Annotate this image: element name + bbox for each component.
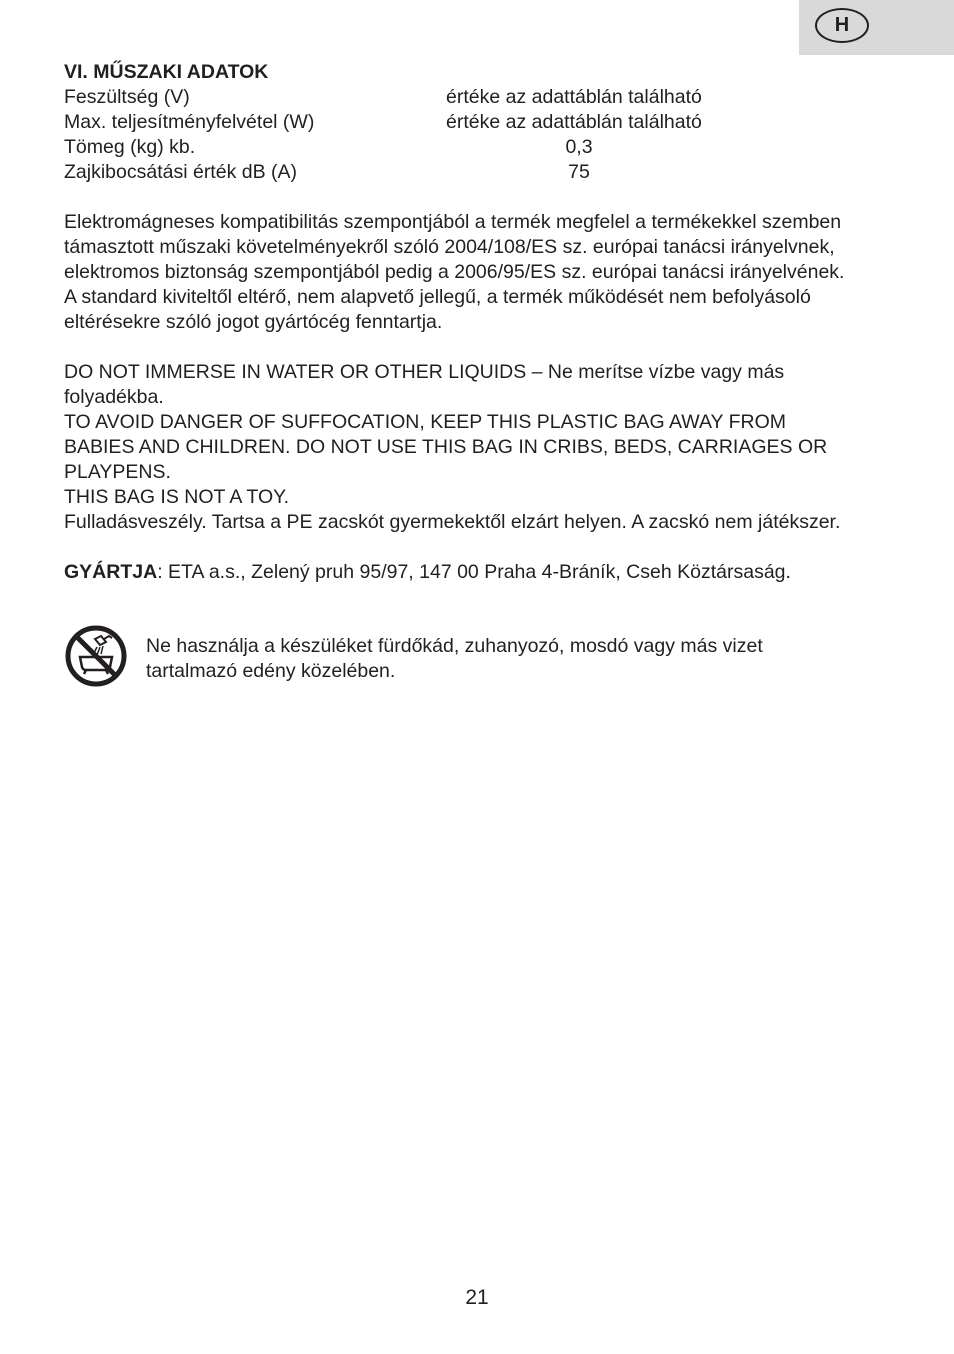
section-heading: VI. MŰSZAKI ADATOK: [64, 61, 269, 83]
warning-line: PLAYPENS.: [64, 461, 171, 483]
warning-line: BABIES AND CHILDREN. DO NOT USE THIS BAG IN CRIBS, BEDS, CARRIAGES OR: [64, 436, 828, 458]
spec-value: 0,3: [565, 136, 593, 158]
language-tab: [799, 0, 954, 55]
manufacturer-label: GYÁRTJA: [64, 561, 158, 583]
warning-line: Fulladásveszély. Tartsa a PE zacskót gyermekektől elzárt helyen. A zacskó nem játékszer.: [64, 511, 841, 533]
spec-label: Zajkibocsátási érték dB (A): [64, 161, 298, 183]
compliance-paragraph: [64, 210, 894, 335]
spec-label: Feszültség (V): [64, 86, 190, 108]
compliance-line: támasztott műszaki követelményekről szóló 2004/108/ES sz. európai tanácsi irányelvnek,: [64, 236, 835, 258]
warning-line: TO AVOID DANGER OF SUFFOCATION, KEEP THIS PLASTIC BAG AWAY FROM: [64, 411, 786, 433]
compliance-line: Elektromágneses kompatibilitás szempontjából a termék megfelel a termékekkel szemben: [64, 211, 842, 233]
spec-row: [64, 160, 894, 185]
manufacturer-text: : ETA a.s., Zelený pruh 95/97, 147 00 Praha 4-Bráník, Cseh Köztársaság.: [157, 561, 791, 583]
spec-row: [64, 110, 894, 135]
compliance-line: A standard kiviteltől eltérő, nem alapvető jellegű, a termék működését nem befolyásoló: [64, 286, 811, 308]
warning-line: THIS BAG IS NOT A TOY.: [64, 486, 290, 508]
warning-line: DO NOT IMMERSE IN WATER OR OTHER LIQUIDS – Ne merítse vízbe vagy más: [64, 361, 785, 383]
spec-row: [64, 85, 894, 110]
no-bathtub-icon: [64, 624, 128, 688]
spec-row: [64, 135, 894, 160]
spec-value: 75: [568, 161, 590, 183]
bathtub-warning-text: [146, 634, 866, 684]
compliance-line: eltérésekre szóló jogot gyártócég fenntartja.: [64, 311, 443, 333]
page-number: 21: [465, 1286, 489, 1309]
warnings-paragraph: [64, 360, 894, 535]
bathtub-warning-line: tartalmazó edény közelében.: [146, 660, 396, 682]
page-content: [64, 60, 894, 585]
manufacturer-line: [64, 560, 894, 585]
language-badge-label: H: [834, 14, 850, 36]
spec-value: értéke az adattáblán található: [446, 86, 702, 108]
spec-label: Max. teljesítményfelvétel (W): [64, 111, 315, 133]
spec-value: értéke az adattáblán található: [446, 111, 702, 133]
warning-line: folyadékba.: [64, 386, 164, 408]
compliance-line: elektromos biztonság szempontjából pedig a 2006/95/ES sz. európai tanácsi irányelvének.: [64, 261, 845, 283]
bathtub-warning-line: Ne használja a készüléket fürdőkád, zuhanyozó, mosdó vagy más vizet: [146, 635, 763, 657]
language-badge: [815, 8, 869, 43]
spec-label: Tömeg (kg) kb.: [64, 136, 196, 158]
